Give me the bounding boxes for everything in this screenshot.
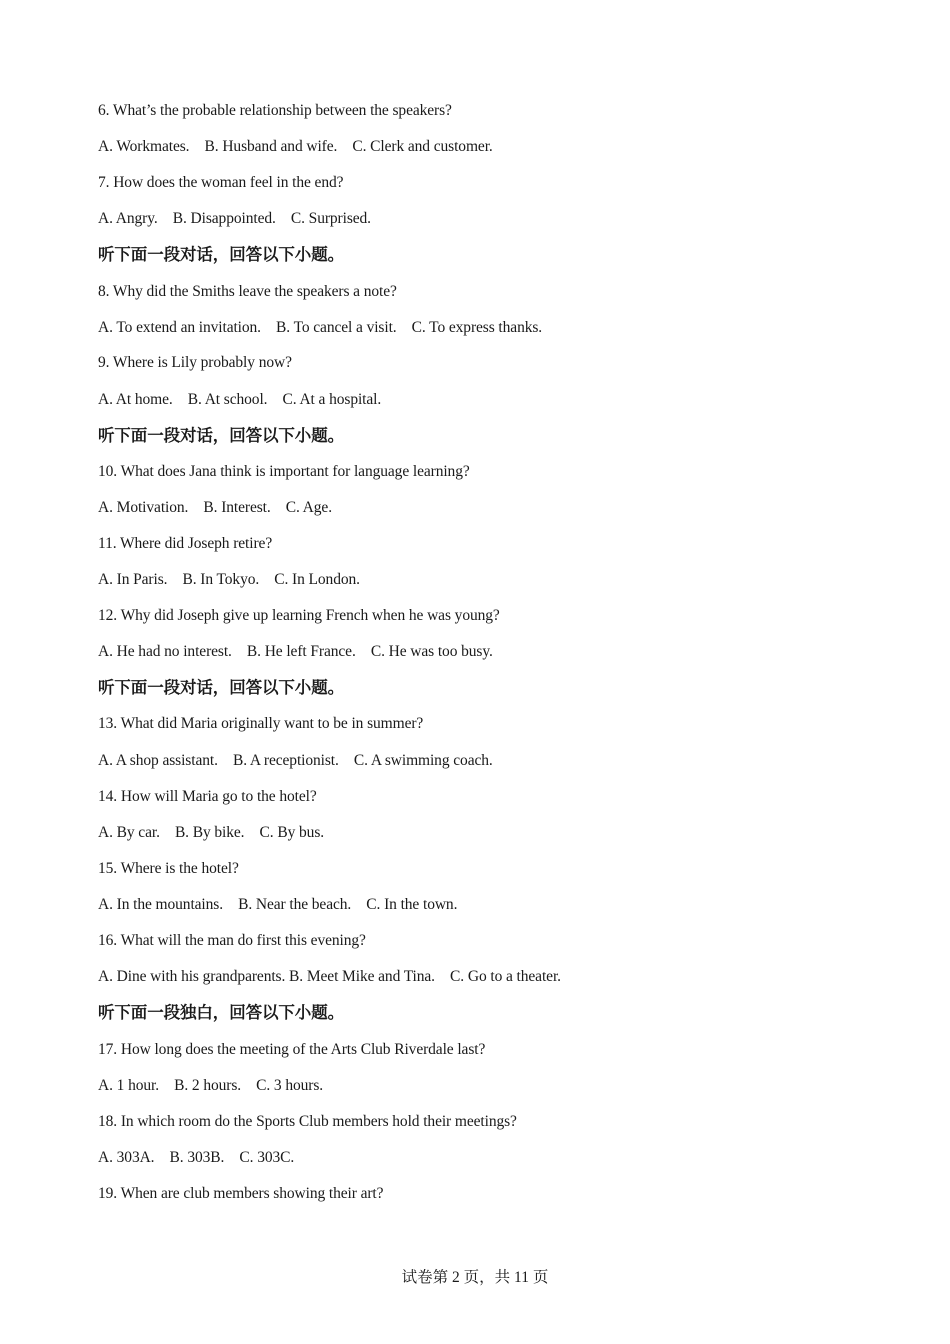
options-16: A. Dine with his grandparents. B. Meet Mike and Tina. C. Go to a theater. <box>98 968 561 985</box>
options-7: A. Angry. B. Disappointed. C. Surprised. <box>98 210 371 227</box>
section-heading: 听下面一段对话，回答以下小题。 <box>98 678 345 697</box>
options-15: A. In the mountains. B. Near the beach. C. In the town. <box>98 896 458 913</box>
options-9: A. At home. B. At school. C. At a hospital. <box>98 391 382 408</box>
options-11: A. In Paris. B. In Tokyo. C. In London. <box>98 571 360 588</box>
question-19: 19. When are club members showing their art? <box>98 1185 384 1202</box>
question-18: 18. In which room do the Sports Club members hold their meetings? <box>98 1113 517 1130</box>
question-11: 11. Where did Joseph retire? <box>98 535 273 552</box>
options-14: A. By car. B. By bike. C. By bus. <box>98 824 325 841</box>
options-6: A. Workmates. B. Husband and wife. C. Clerk and customer. <box>98 138 493 155</box>
section-heading: 听下面一段独白，回答以下小题。 <box>98 1003 345 1022</box>
options-8: A. To extend an invitation. B. To cancel a visit. C. To express thanks. <box>98 319 543 336</box>
options-18: A. 303A. B. 303B. C. 303C. <box>98 1149 295 1166</box>
question-8: 8. Why did the Smiths leave the speakers a note? <box>98 283 397 300</box>
question-12: 12. Why did Joseph give up learning French when he was young? <box>98 607 500 624</box>
page-footer: 试卷第 2 页，共 11 页 <box>401 1269 549 1286</box>
question-17: 17. How long does the meeting of the Arts Club Riverdale last? <box>98 1041 486 1058</box>
question-6: 6. What’s the probable relationship between the speakers? <box>98 102 452 119</box>
options-10: A. Motivation. B. Interest. C. Age. <box>98 499 332 516</box>
question-9: 9. Where is Lily probably now? <box>98 354 292 371</box>
question-14: 14. How will Maria go to the hotel? <box>98 788 317 805</box>
question-13: 13. What did Maria originally want to be in summer? <box>98 715 424 732</box>
question-15: 15. Where is the hotel? <box>98 860 239 877</box>
options-12: A. He had no interest. B. He left France. C. He was too busy. <box>98 643 493 660</box>
section-heading: 听下面一段对话，回答以下小题。 <box>98 245 345 264</box>
options-13: A. A shop assistant. B. A receptionist. C. A swimming coach. <box>98 752 493 769</box>
options-17: A. 1 hour. B. 2 hours. C. 3 hours. <box>98 1077 324 1094</box>
question-10: 10. What does Jana think is important for language learning? <box>98 463 470 480</box>
question-7: 7. How does the woman feel in the end? <box>98 174 344 191</box>
section-heading: 听下面一段对话，回答以下小题。 <box>98 426 345 445</box>
question-16: 16. What will the man do first this evening? <box>98 932 366 949</box>
